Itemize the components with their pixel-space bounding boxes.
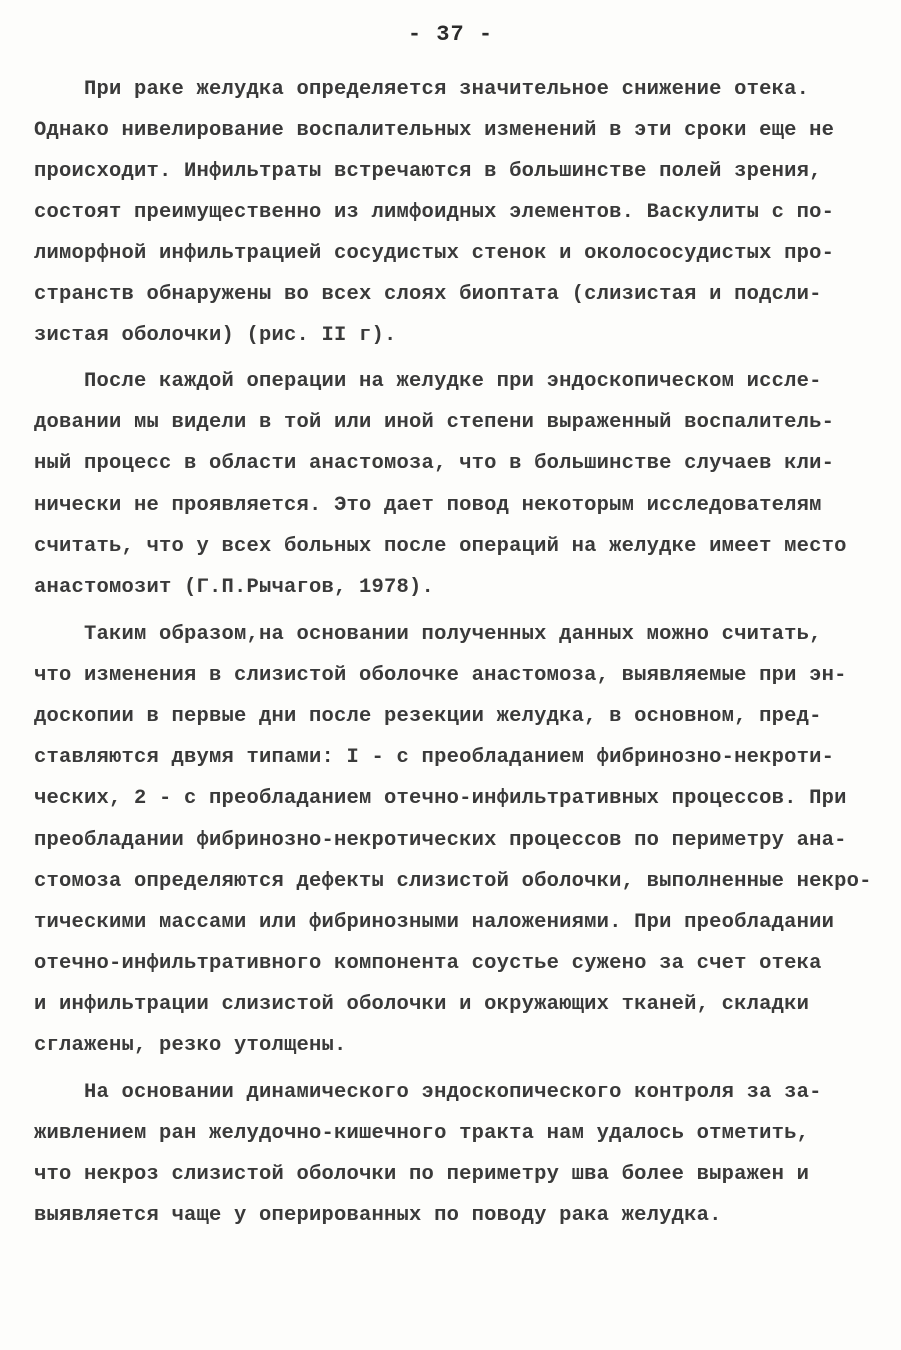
text-line: Таким образом,на основании полученных данных можно считать, (34, 623, 822, 646)
text-line: и инфильтрации слизистой оболочки и окружающих тканей, складки (34, 993, 810, 1016)
text-line: ставляются двумя типами: I - с преобладанием фибринозно-некроти- (34, 746, 835, 769)
text-line: тическими массами или фибринозными наложениями. При преобладании (34, 911, 835, 934)
text-line: анастомозит (Г.П.Рычагов, 1978). (34, 576, 435, 599)
text-line: живлением ран желудочно-кишечного тракта нам удалось отметить, (34, 1122, 810, 1145)
text-line: довании мы видели в той или иной степени выраженный воспалитель- (34, 411, 835, 434)
text-line: преобладании фибринозно-некротических процессов по периметру ана- (34, 829, 847, 852)
text-line: происходит. Инфильтраты встречаются в большинстве полей зрения, (34, 160, 822, 183)
text-line: выявляется чаще у оперированных по поводу рака желудка. (34, 1204, 722, 1227)
page-number: - 37 - (407, 22, 494, 47)
text-line: отечно-инфильтративного компонента соустье сужено за счет отека (34, 952, 822, 975)
text-line: После каждой операции на желудке при эндоскопическом иссле- (34, 370, 822, 393)
text-line: что изменения в слизистой оболочке анастомоза, выявляемые при эн- (34, 664, 847, 687)
text-line: Однако нивелирование воспалительных изменений в эти сроки еще не (34, 119, 835, 142)
text-line: зистая оболочки) (рис. II г). (34, 324, 397, 347)
text-line: что некроз слизистой оболочки по периметру шва более выражен и (34, 1163, 810, 1186)
text-line: доскопии в первые дни после резекции желудка, в основном, пред- (34, 705, 822, 728)
text-line: состоят преимущественно из лимфоидных элементов. Васкулиты с по- (34, 201, 835, 224)
text-line: стомоза определяются дефекты слизистой оболочки, выполненные некро- (34, 870, 872, 893)
text-line: сглажены, резко утолщены. (34, 1034, 347, 1057)
text-line: ный процесс в области анастомоза, что в большинстве случаев кли- (34, 452, 835, 475)
text-line: лиморфной инфильтрацией сосудистых стенок и околососудистых про- (34, 242, 835, 265)
text-line: считать, что у всех больных после операций на желудке имеет место (34, 535, 847, 558)
text-line: странств обнаружены во всех слоях биоптата (слизистая и подсли- (34, 283, 822, 306)
text-line: ческих, 2 - с преобладанием отечно-инфильтративных процессов. При (34, 787, 847, 810)
text-line: На основании динамического эндоскопического контроля за за- (34, 1081, 822, 1104)
text-line: нически не проявляется. Это дает повод некоторым исследователям (34, 494, 822, 517)
text-line: При раке желудка определяется значительное снижение отека. (34, 78, 810, 101)
